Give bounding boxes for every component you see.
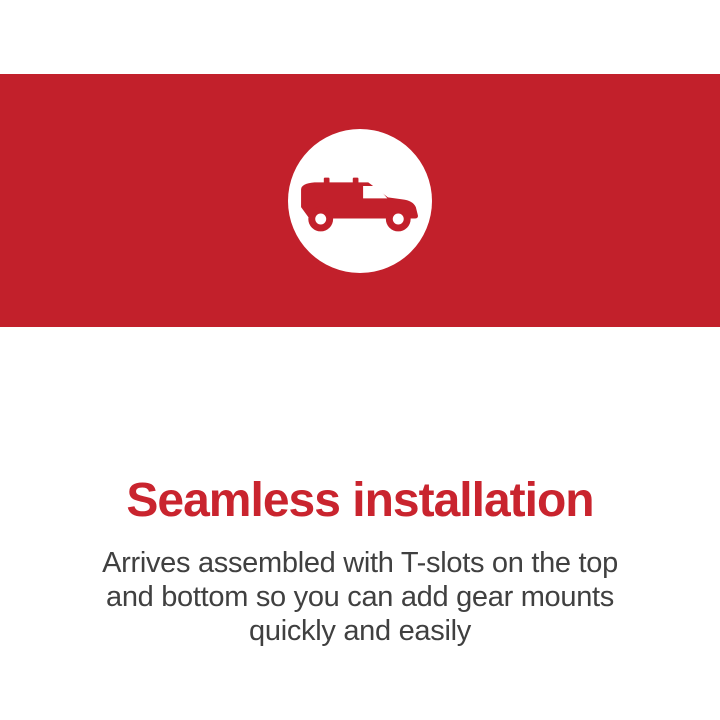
section-heading: Seamless installation <box>126 474 594 527</box>
body-text-line-2: and bottom so you can add gear mounts <box>105 581 614 613</box>
body-text-line-1: Arrives assembled with T-slots on the top <box>102 547 618 579</box>
body-text-line-3: quickly and easily <box>249 615 471 647</box>
red-banner <box>0 74 720 327</box>
car-window <box>363 185 387 197</box>
icon-circle <box>288 129 432 273</box>
suv-car-icon <box>299 172 421 234</box>
car-front-wheel-hub <box>393 213 404 224</box>
body-text-block <box>0 546 720 648</box>
car-rear-wheel-hub <box>315 213 326 224</box>
